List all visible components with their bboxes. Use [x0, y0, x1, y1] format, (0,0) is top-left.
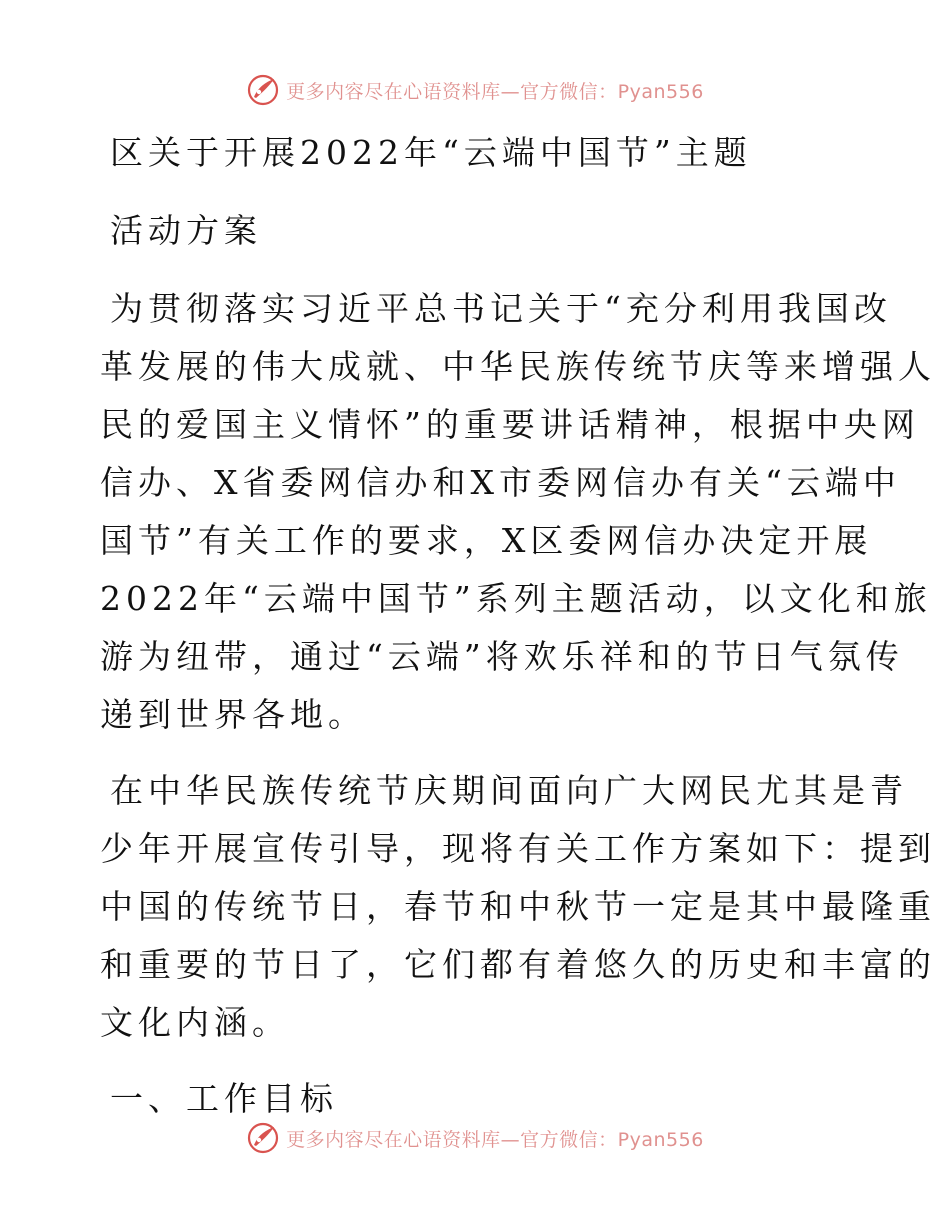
- watermark-footer: [0, 1118, 950, 1158]
- paragraph-2: [100, 762, 936, 1052]
- paragraph-line: 为贯彻落实习近平总书记关于“充分利用我国改: [110, 289, 892, 328]
- paragraph-line: 少年开展宣传引导，现将有关工作方案如下：提到: [100, 829, 936, 868]
- paragraph-1: [100, 280, 936, 744]
- paragraph-line: 在中华民族传统节庆期间面向广大网民尤其是青: [110, 771, 908, 810]
- section-heading: 一、工作目标: [110, 1079, 338, 1118]
- quill-logo-icon: [246, 1121, 280, 1155]
- paragraph-line: 游为纽带，通过“云端”将欢乐祥和的节日气氛传: [100, 637, 904, 676]
- paragraph-line: 递到世界各地。: [100, 695, 366, 734]
- paragraph-line: 文化内涵。: [100, 1003, 290, 1042]
- watermark-header: [0, 70, 950, 110]
- paragraph-line: 革发展的伟大成就、中华民族传统节庆等来增强人: [100, 347, 936, 386]
- paragraph-line: 民的爱国主义情怀”的重要讲话精神，根据中央网: [100, 405, 920, 444]
- paragraph-line: 中国的传统节日，春节和中秋节一定是其中最隆重: [100, 887, 936, 926]
- paragraph-line: 和重要的节日了，它们都有着悠久的历史和丰富的: [100, 945, 936, 984]
- document-body: [100, 124, 936, 1128]
- title-line-2: 活动方案: [110, 211, 262, 250]
- paragraph-line: 信办、X省委网信办和X市委网信办有关“云端中: [100, 463, 901, 502]
- watermark-text: 更多内容尽在心语资料库—官方微信：Pyan556: [286, 80, 704, 103]
- paragraph-line: 国节”有关工作的要求，X区委网信办决定开展: [100, 521, 873, 560]
- quill-logo-icon: [246, 73, 280, 107]
- title-line-1: 区关于开展2022年“云端中国节”主题: [110, 133, 752, 172]
- watermark-text: 更多内容尽在心语资料库—官方微信：Pyan556: [286, 1128, 704, 1151]
- paragraph-line: 2022年“云端中国节”系列主题活动，以文化和旅: [100, 579, 932, 618]
